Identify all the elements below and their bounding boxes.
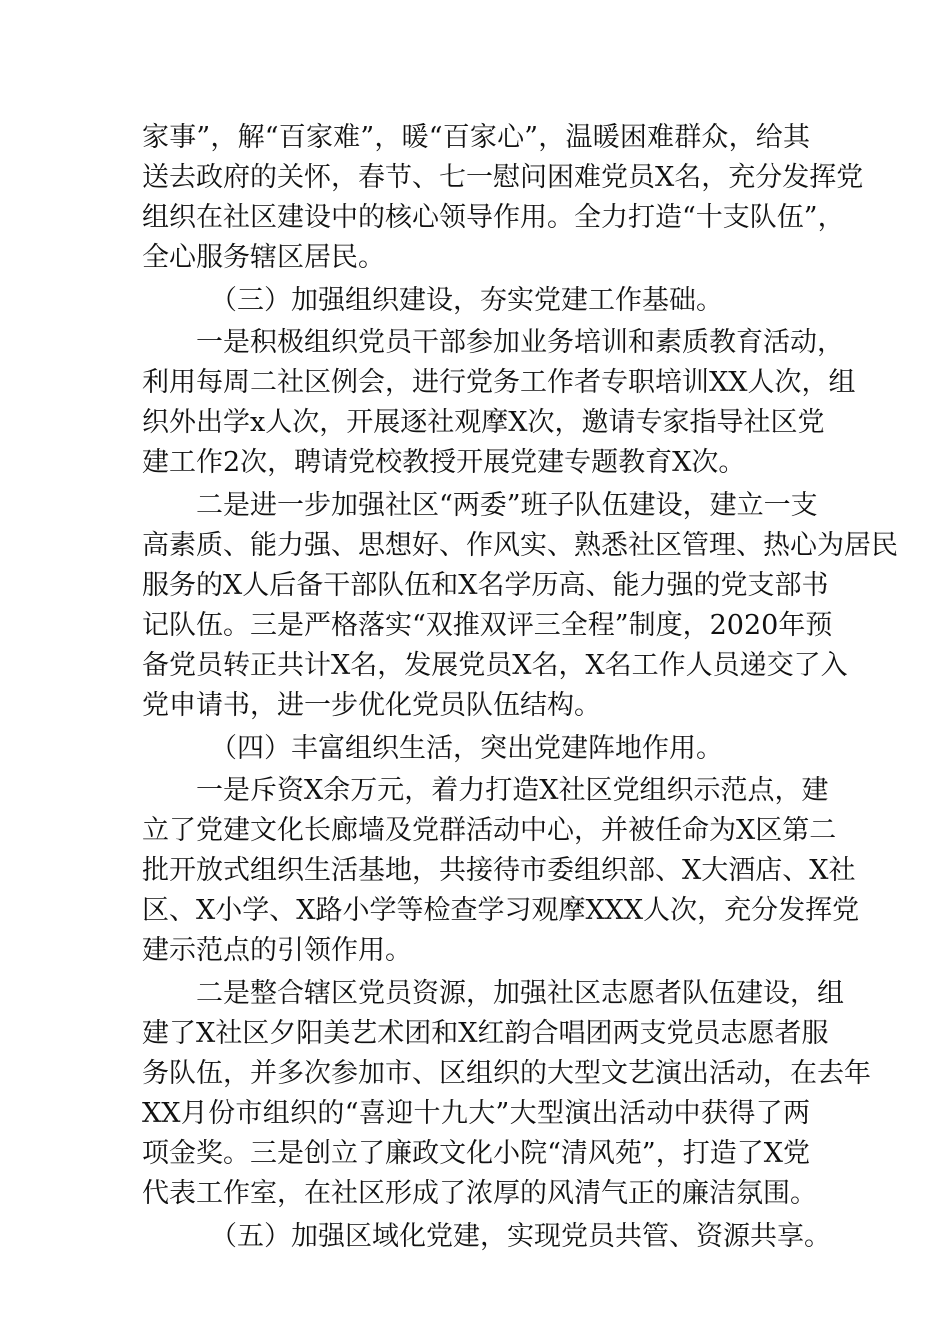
- text-line: 批开放式组织生活基地，共接待市委组织部、X大酒店、X社: [142, 855, 856, 886]
- text-line: 备党员转正共计X名，发展党员X名，X名工作人员递交了入: [142, 650, 848, 681]
- text-line: 家事”，解“百家难”，暖“百家心”，温暖困难群众，给其: [142, 122, 810, 153]
- text-line: 织外出学x人次，开展逐社观摩X次，邀请专家指导社区党: [142, 407, 825, 438]
- paragraph-first-line: 二是整合辖区党员资源，加强社区志愿者队伍建设，组: [196, 978, 844, 1009]
- paragraph-first-line: 一是斥资X余万元，着力打造X社区党组织示范点，建: [196, 775, 829, 806]
- text-line: 全心服务辖区居民。: [142, 242, 385, 273]
- text-line: 建示范点的引领作用。: [142, 935, 412, 966]
- text-line: 建了X社区夕阳美艺术团和X红韵合唱团两支党员志愿者服: [142, 1018, 829, 1049]
- text-line: 党申请书，进一步优化党员队伍结构。: [142, 690, 601, 721]
- text-line: 送去政府的关怀，春节、七一慰问困难党员X名，充分发挥党: [142, 162, 864, 193]
- text-line: 记队伍。三是严格落实“双推双评三全程”制度，2020年预: [142, 610, 833, 641]
- section-heading: （四）丰富组织生活，突出党建阵地作用。: [210, 733, 723, 764]
- text-line: 组织在社区建设中的核心领导作用。全力打造“十支队伍”，: [142, 202, 845, 233]
- section-heading: （五）加强区域化党建，实现党员共管、资源共享。: [210, 1221, 831, 1252]
- text-line: 高素质、能力强、思想好、作风实、熟悉社区管理、热心为居民: [142, 530, 898, 561]
- text-line: 立了党建文化长廊墙及党群活动中心，并被任命为X区第二: [142, 815, 837, 846]
- text-line: 务队伍，并多次参加市、区组织的大型文艺演出活动，在去年: [142, 1058, 871, 1089]
- text-line: 服务的X人后备干部队伍和X名学历高、能力强的党支部书: [142, 570, 829, 601]
- text-line: 区、X小学、X路小学等检查学习观摩XXX人次，充分发挥党: [142, 895, 860, 926]
- text-line: 代表工作室，在社区形成了浓厚的风清气正的廉洁氛围。: [142, 1178, 817, 1209]
- section-heading: （三）加强组织建设，夯实党建工作基础。: [210, 285, 723, 316]
- text-line: 利用每周二社区例会，进行党务工作者专职培训XX人次，组: [142, 367, 856, 398]
- paragraph-first-line: 二是进一步加强社区“两委”班子队伍建设，建立一支: [196, 490, 818, 521]
- text-line: 项金奖。三是创立了廉政文化小院“清风苑”，打造了X党: [142, 1138, 810, 1169]
- text-line: XX月份市组织的“喜迎十九大”大型演出活动中获得了两: [142, 1098, 810, 1129]
- text-line: 建工作2次，聘请党校教授开展党建专题教育X次。: [142, 447, 746, 478]
- paragraph-first-line: 一是积极组织党员干部参加业务培训和素质教育活动，: [196, 327, 844, 358]
